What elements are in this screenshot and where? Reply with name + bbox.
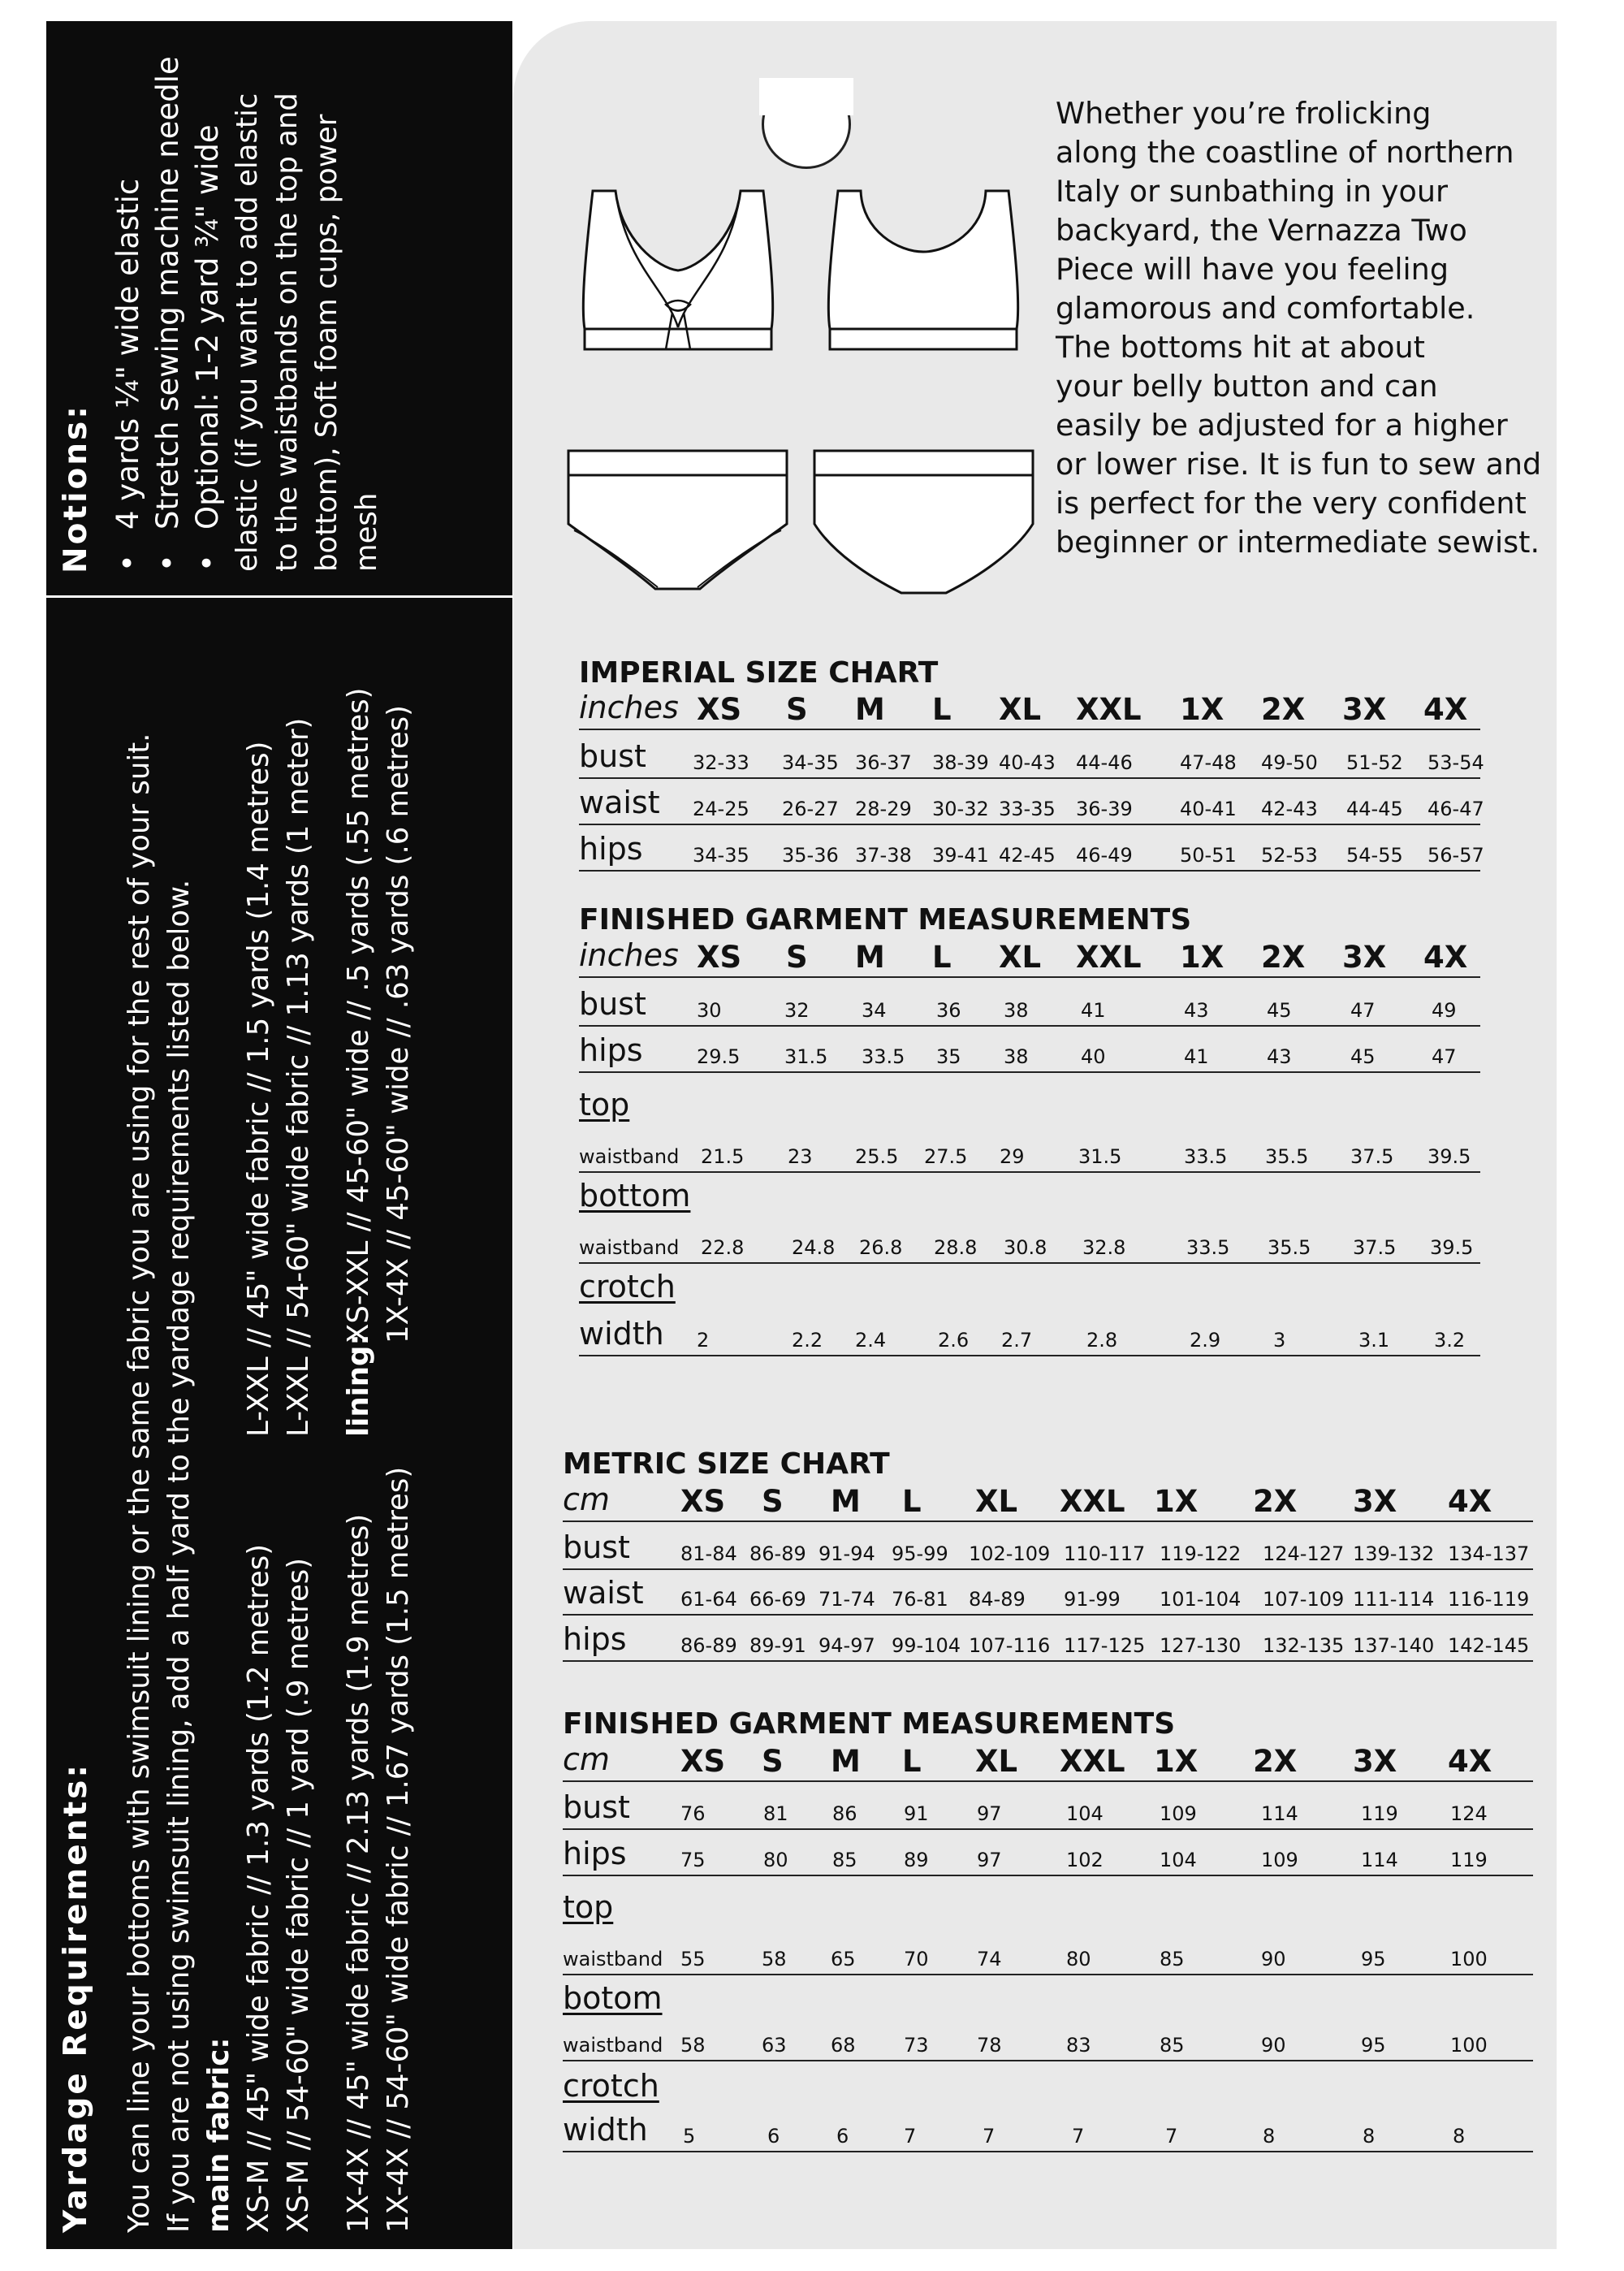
- table-cell: 75: [680, 1849, 706, 1871]
- size-header-row: [579, 690, 1480, 730]
- unit-label: cm: [563, 1741, 610, 1777]
- row-label: bust: [563, 1789, 630, 1825]
- size-header: S: [762, 1744, 784, 1779]
- notion-line: mesh: [350, 492, 383, 572]
- size-header: XXL: [1076, 692, 1142, 727]
- table-row: [579, 738, 1484, 779]
- size-header: XS: [697, 940, 742, 975]
- size-header-row: [579, 937, 1480, 978]
- unit-label: inches: [579, 937, 679, 973]
- size-header: 4X: [1448, 1484, 1492, 1519]
- description-line: beginner or intermediate sewist.: [1056, 525, 1540, 560]
- table-cell: 91-94: [818, 1542, 875, 1565]
- table-cell: 47: [1432, 1045, 1457, 1068]
- table-cell: 127-130: [1160, 1634, 1242, 1657]
- table-cell: 32.8: [1082, 1236, 1126, 1259]
- table-cell: 24.8: [792, 1236, 836, 1259]
- table-cell: 95: [1361, 1948, 1386, 1970]
- main-fabric-line: 1X-4X // 45" wide fabric // 2.13 yards (1.9 metres): [342, 1513, 375, 2233]
- unit-label: cm: [563, 1482, 610, 1517]
- size-header: XL: [975, 1484, 1018, 1519]
- table-cell: 80: [1066, 1948, 1091, 1970]
- table-cell: 28-29: [855, 798, 912, 820]
- row-label: hips: [579, 1032, 643, 1068]
- table-cell: 101-104: [1160, 1588, 1242, 1611]
- table-cell: 95: [1361, 2034, 1386, 2057]
- table-row: [579, 1316, 1480, 1356]
- notion-item: • Stretch sewing machine needle: [148, 36, 188, 572]
- table-cell: 124: [1450, 1802, 1488, 1825]
- size-header: 2X: [1253, 1484, 1298, 1519]
- notion-item: • Optional: 1-2 yard ¾" wide: [188, 36, 227, 572]
- table-cell: 6: [767, 2125, 780, 2148]
- table-cell: 58: [762, 1948, 787, 1970]
- table-cell: 2.6: [938, 1329, 970, 1352]
- table-cell: 116-119: [1448, 1588, 1530, 1611]
- main-fabric-line: XS-M // 45" wide fabric // 1.3 yards (1.2 metres): [242, 1543, 275, 2233]
- section-sublabel: crotch: [579, 1269, 676, 1304]
- table-cell: 37-38: [855, 844, 912, 867]
- table-cell: 43: [1184, 999, 1209, 1022]
- size-header: S: [786, 940, 808, 975]
- row-label: waist: [579, 785, 660, 820]
- top-back-sketch-icon: [822, 183, 1025, 357]
- size-header: XL: [999, 940, 1042, 975]
- table-cell: 45: [1350, 1045, 1376, 1068]
- table-row: [579, 785, 1484, 825]
- table-cell: 2.7: [1001, 1329, 1033, 1352]
- table-cell: 41: [1184, 1045, 1209, 1068]
- table-cell: 25.5: [855, 1145, 899, 1168]
- size-header: 3X: [1342, 692, 1387, 727]
- table-cell: 38: [1004, 1045, 1029, 1068]
- table-cell: 74: [977, 1948, 1002, 1970]
- table-cell: 30-32: [932, 798, 989, 820]
- row-label: bust: [579, 738, 646, 774]
- table-cell: 91-99: [1064, 1588, 1121, 1611]
- table-cell: 28.8: [934, 1236, 978, 1259]
- chart-title: FINISHED GARMENT MEASUREMENTS: [563, 1707, 1176, 1741]
- table-cell: 119: [1450, 1849, 1488, 1871]
- size-header: 2X: [1261, 692, 1306, 727]
- size-header: XXL: [1060, 1744, 1125, 1779]
- table-cell: 65: [831, 1948, 856, 1970]
- size-header: 4X: [1448, 1744, 1492, 1779]
- description-line: glamorous and comfortable.: [1056, 291, 1475, 326]
- table-row: [563, 1621, 1533, 1662]
- table-row: [579, 831, 1484, 872]
- table-cell: 111-114: [1353, 1588, 1435, 1611]
- main-fabric-line: XS-M // 54-60" wide fabric // 1 yard (.9 metres): [282, 1557, 315, 2233]
- size-header-row: [563, 1741, 1533, 1782]
- description-line: or lower rise. It is fun to sew and: [1056, 447, 1542, 482]
- table-cell: 83: [1066, 2034, 1091, 2057]
- size-header: S: [762, 1484, 784, 1519]
- table-cell: 38: [1004, 999, 1029, 1022]
- table-cell: 31.5: [784, 1045, 828, 1068]
- table-cell: 99-104: [892, 1634, 961, 1657]
- section-sublabel: botom: [563, 1980, 663, 2016]
- row-label: width: [579, 1316, 664, 1352]
- table-cell: 85: [1160, 1948, 1185, 1970]
- table-cell: 107-116: [969, 1634, 1051, 1657]
- table-cell: 43: [1267, 1045, 1292, 1068]
- table-cell: 23: [788, 1145, 813, 1168]
- table-cell: 139-132: [1353, 1542, 1435, 1565]
- notion-item: • 4 yards ¼" wide elastic: [108, 36, 148, 572]
- table-cell: 36-39: [1076, 798, 1133, 820]
- table-cell: 50-51: [1180, 844, 1237, 867]
- table-cell: 2.8: [1086, 1329, 1118, 1352]
- lining-line: XS-XXL // 45-60" wide // .5 yards (.55 metres): [342, 687, 375, 1343]
- row-label: waist: [563, 1575, 644, 1611]
- table-cell: 26.8: [859, 1236, 903, 1259]
- table-cell: 33.5: [1186, 1236, 1230, 1259]
- table-cell: 6: [836, 2125, 849, 2148]
- table-cell: 32-33: [693, 751, 749, 774]
- yardage-intro-2: If you are not using swimsuit lining, add a half yard to the yardage requirements listed below.: [162, 879, 196, 2233]
- table-cell: 33-35: [999, 798, 1056, 820]
- size-header: 3X: [1342, 940, 1387, 975]
- bottom-front-sketch-icon: [562, 443, 793, 597]
- table-cell: 8: [1363, 2125, 1376, 2148]
- table-cell: 85: [1160, 2034, 1185, 2057]
- size-header: 2X: [1253, 1744, 1298, 1779]
- description-line: Whether you’re frolicking: [1056, 96, 1432, 131]
- lining-line: 1X-4X // 45-60" wide // .63 yards (.6 metres): [382, 704, 415, 1343]
- row-label: hips: [563, 1836, 627, 1871]
- table-cell: 119-122: [1160, 1542, 1242, 1565]
- table-cell: 68: [831, 2034, 856, 2057]
- table-cell: 35.5: [1265, 1145, 1309, 1168]
- size-header: L: [902, 1744, 922, 1779]
- size-header: XS: [697, 692, 742, 727]
- table-cell: 44-45: [1346, 798, 1403, 820]
- size-header: M: [831, 1744, 861, 1779]
- table-cell: 86: [832, 1802, 857, 1825]
- table-cell: 34: [862, 999, 887, 1022]
- table-cell: 95-99: [892, 1542, 948, 1565]
- table-row: [579, 1139, 1480, 1173]
- table-cell: 49: [1432, 999, 1457, 1022]
- table-cell: 97: [977, 1802, 1002, 1825]
- table-cell: 90: [1261, 2034, 1286, 2057]
- size-header: XL: [975, 1744, 1018, 1779]
- main-fabric-line: L-XXL // 54-60" wide fabric // 1.13 yards (1 meter): [282, 717, 315, 1437]
- table-cell: 109: [1261, 1849, 1298, 1871]
- description-line: The bottoms hit at about: [1056, 330, 1425, 365]
- table-cell: 76: [680, 1802, 706, 1825]
- bottom-back-sketch-icon: [808, 443, 1039, 597]
- description-line: is perfect for the very confident: [1056, 486, 1527, 521]
- table-row: [563, 2112, 1533, 2152]
- notion-line: elastic (if you want to add elastic: [231, 93, 264, 572]
- table-cell: 21.5: [701, 1145, 745, 1168]
- notion-line: to the waistbands on the top and: [270, 93, 304, 572]
- table-cell: 73: [904, 2034, 929, 2057]
- table-cell: 26-27: [782, 798, 839, 820]
- table-cell: 71-74: [818, 1588, 875, 1611]
- description-line: Piece will have you feeling: [1056, 252, 1449, 287]
- table-cell: 47-48: [1180, 751, 1237, 774]
- table-cell: 100: [1450, 2034, 1488, 2057]
- table-cell: 107-109: [1263, 1588, 1345, 1611]
- table-cell: 89: [904, 1849, 929, 1871]
- table-cell: 117-125: [1064, 1634, 1146, 1657]
- table-cell: 104: [1066, 1802, 1104, 1825]
- table-cell: 63: [762, 2034, 787, 2057]
- size-header: S: [786, 692, 808, 727]
- table-row: [563, 1789, 1533, 1830]
- table-cell: 34-35: [693, 844, 749, 867]
- table-cell: 40: [1081, 1045, 1106, 1068]
- table-cell: 36-37: [855, 751, 912, 774]
- table-cell: 35.5: [1268, 1236, 1311, 1259]
- size-header: 4X: [1423, 940, 1468, 975]
- table-cell: 76-81: [892, 1588, 948, 1611]
- table-cell: 34-35: [782, 751, 839, 774]
- table-cell: 56-57: [1427, 844, 1484, 867]
- row-label: bust: [579, 986, 646, 1022]
- table-row: [579, 1032, 1480, 1073]
- notions-list: [108, 36, 227, 572]
- table-cell: 29: [1000, 1145, 1025, 1168]
- lining-label: lining:: [342, 1334, 375, 1437]
- section-sublabel: bottom: [579, 1178, 691, 1213]
- table-cell: 47: [1350, 999, 1376, 1022]
- size-header: L: [932, 692, 952, 727]
- table-cell: 61-64: [680, 1588, 737, 1611]
- table-cell: 137-140: [1353, 1634, 1435, 1657]
- table-cell: 30.8: [1004, 1236, 1047, 1259]
- notion-line: bottom), Soft foam cups, power: [310, 114, 343, 572]
- row-label: waistband: [579, 1236, 680, 1259]
- table-cell: 7: [904, 2125, 917, 2148]
- table-cell: 40-43: [999, 751, 1056, 774]
- table-cell: 2.2: [792, 1329, 823, 1352]
- size-header: XS: [680, 1484, 726, 1519]
- size-header: XL: [999, 692, 1042, 727]
- table-cell: 80: [763, 1849, 788, 1871]
- description-line: your belly button and can: [1056, 369, 1438, 404]
- table-cell: 24-25: [693, 798, 749, 820]
- table-cell: 8: [1263, 2125, 1276, 2148]
- table-row: [563, 1941, 1533, 1975]
- description-line: easily be adjusted for a higher: [1056, 408, 1508, 443]
- table-cell: 42-43: [1261, 798, 1318, 820]
- table-cell: 70: [904, 1948, 929, 1970]
- table-cell: 46-47: [1427, 798, 1484, 820]
- size-header: XS: [680, 1744, 726, 1779]
- table-row: [579, 1230, 1480, 1264]
- table-cell: 132-135: [1263, 1634, 1345, 1657]
- table-cell: 3: [1273, 1329, 1286, 1352]
- row-label: hips: [579, 831, 643, 867]
- size-header: 3X: [1353, 1744, 1397, 1779]
- table-cell: 94-97: [818, 1634, 875, 1657]
- table-cell: 91: [904, 1802, 929, 1825]
- table-cell: 142-145: [1448, 1634, 1530, 1657]
- table-cell: 3.2: [1434, 1329, 1466, 1352]
- table-cell: 2: [697, 1329, 710, 1352]
- table-cell: 85: [832, 1849, 857, 1871]
- table-cell: 35: [936, 1045, 961, 1068]
- size-header: L: [932, 940, 952, 975]
- table-cell: 7: [1165, 2125, 1178, 2148]
- table-cell: 40-41: [1180, 798, 1237, 820]
- table-cell: 27.5: [924, 1145, 968, 1168]
- table-cell: 32: [784, 999, 810, 1022]
- table-cell: 45: [1267, 999, 1292, 1022]
- table-cell: 44-46: [1076, 751, 1133, 774]
- table-row: [563, 2027, 1533, 2061]
- table-cell: 38-39: [932, 751, 989, 774]
- section-sublabel: top: [563, 1889, 614, 1925]
- table-cell: 39-41: [932, 844, 989, 867]
- table-cell: 8: [1453, 2125, 1466, 2148]
- size-header: XXL: [1076, 940, 1142, 975]
- row-label: waistband: [579, 1145, 680, 1168]
- size-header-row: [563, 1482, 1533, 1522]
- row-label: hips: [563, 1621, 627, 1657]
- table-row: [563, 1529, 1533, 1570]
- table-cell: 90: [1261, 1948, 1286, 1970]
- row-label: bust: [563, 1529, 630, 1565]
- main-fabric-label: main fabric:: [202, 2037, 235, 2233]
- table-cell: 114: [1361, 1849, 1398, 1871]
- table-cell: 29.5: [697, 1045, 741, 1068]
- size-header: 1X: [1154, 1744, 1199, 1779]
- size-header: 1X: [1180, 940, 1224, 975]
- table-cell: 37.5: [1353, 1236, 1397, 1259]
- table-cell: 124-127: [1263, 1542, 1345, 1565]
- table-cell: 78: [977, 2034, 1002, 2057]
- table-cell: 110-117: [1064, 1542, 1146, 1565]
- size-header: M: [855, 692, 885, 727]
- table-cell: 7: [1072, 2125, 1085, 2148]
- table-cell: 33.5: [862, 1045, 905, 1068]
- table-cell: 55: [680, 1948, 706, 1970]
- table-cell: 86-89: [680, 1634, 737, 1657]
- description-line: along the coastline of northern: [1056, 135, 1514, 170]
- table-cell: 102-109: [969, 1542, 1051, 1565]
- notions-title: Notions:: [58, 404, 94, 573]
- table-cell: 41: [1081, 999, 1106, 1022]
- size-header: XXL: [1060, 1484, 1125, 1519]
- table-cell: 49-50: [1261, 751, 1318, 774]
- table-row: [579, 986, 1480, 1027]
- size-header: L: [902, 1484, 922, 1519]
- section-sublabel: top: [579, 1087, 630, 1123]
- size-header: 2X: [1261, 940, 1306, 975]
- table-cell: 53-54: [1427, 751, 1484, 774]
- table-cell: 51-52: [1346, 751, 1403, 774]
- table-cell: 39.5: [1430, 1236, 1474, 1259]
- yardage-title: Yardage Requirements:: [58, 1763, 94, 2233]
- table-cell: 119: [1361, 1802, 1398, 1825]
- chart-title: FINISHED GARMENT MEASUREMENTS: [579, 903, 1192, 937]
- table-cell: 2.4: [855, 1329, 887, 1352]
- table-cell: 54-55: [1346, 844, 1403, 867]
- table-row: [563, 1575, 1533, 1616]
- chart-title: IMPERIAL SIZE CHART: [579, 656, 939, 690]
- table-cell: 89-91: [749, 1634, 806, 1657]
- table-cell: 84-89: [969, 1588, 1026, 1611]
- table-cell: 134-137: [1448, 1542, 1530, 1565]
- row-label: width: [563, 2112, 648, 2148]
- table-cell: 104: [1160, 1849, 1197, 1871]
- table-cell: 33.5: [1184, 1145, 1228, 1168]
- size-header: 3X: [1353, 1484, 1397, 1519]
- table-cell: 86-89: [749, 1542, 806, 1565]
- size-header: 4X: [1423, 692, 1468, 727]
- table-cell: 7: [983, 2125, 996, 2148]
- table-cell: 81: [763, 1802, 788, 1825]
- main-fabric-line: 1X-4X // 54-60" wide fabric // 1.67 yards (1.5 metres): [382, 1466, 415, 2233]
- table-cell: 42-45: [999, 844, 1056, 867]
- table-cell: 39.5: [1427, 1145, 1471, 1168]
- table-row: [563, 1836, 1533, 1876]
- description-line: backyard, the Vernazza Two: [1056, 213, 1467, 248]
- description-line: Italy or sunbathing in your: [1056, 174, 1448, 209]
- table-cell: 36: [936, 999, 961, 1022]
- size-header: M: [855, 940, 885, 975]
- row-label: waistband: [563, 2034, 663, 2057]
- table-cell: 37.5: [1350, 1145, 1394, 1168]
- table-cell: 58: [680, 2034, 706, 2057]
- main-fabric-line: L-XXL // 45" wide fabric // 1.5 yards (1.4 metres): [242, 741, 275, 1437]
- table-cell: 102: [1066, 1849, 1104, 1871]
- table-cell: 31.5: [1078, 1145, 1122, 1168]
- top-front-sketch-icon: [577, 183, 780, 357]
- table-cell: 109: [1160, 1802, 1197, 1825]
- table-cell: 52-53: [1261, 844, 1318, 867]
- table-cell: 66-69: [749, 1588, 806, 1611]
- table-cell: 97: [977, 1849, 1002, 1871]
- section-divider: [46, 595, 512, 598]
- size-header: 1X: [1154, 1484, 1199, 1519]
- unit-label: inches: [579, 690, 679, 725]
- table-cell: 81-84: [680, 1542, 737, 1565]
- table-cell: 22.8: [701, 1236, 745, 1259]
- table-cell: 114: [1261, 1802, 1298, 1825]
- table-cell: 46-49: [1076, 844, 1133, 867]
- table-cell: 5: [683, 2125, 696, 2148]
- size-header: M: [831, 1484, 861, 1519]
- size-header: 1X: [1180, 692, 1224, 727]
- chart-title: METRIC SIZE CHART: [563, 1447, 890, 1481]
- side-panel: [46, 21, 512, 2249]
- yardage-intro-1: You can line your bottoms with swimsuit lining or the same fabric you are using for the rest of your suit.: [123, 733, 156, 2233]
- section-sublabel: crotch: [563, 2068, 659, 2104]
- hang-hole-top: [759, 78, 853, 115]
- table-cell: 2.9: [1190, 1329, 1221, 1352]
- table-cell: 100: [1450, 1948, 1488, 1970]
- table-cell: 35-36: [782, 844, 839, 867]
- row-label: waistband: [563, 1948, 663, 1970]
- table-cell: 30: [697, 999, 722, 1022]
- pattern-description: [1056, 94, 1543, 562]
- table-cell: 3.1: [1358, 1329, 1390, 1352]
